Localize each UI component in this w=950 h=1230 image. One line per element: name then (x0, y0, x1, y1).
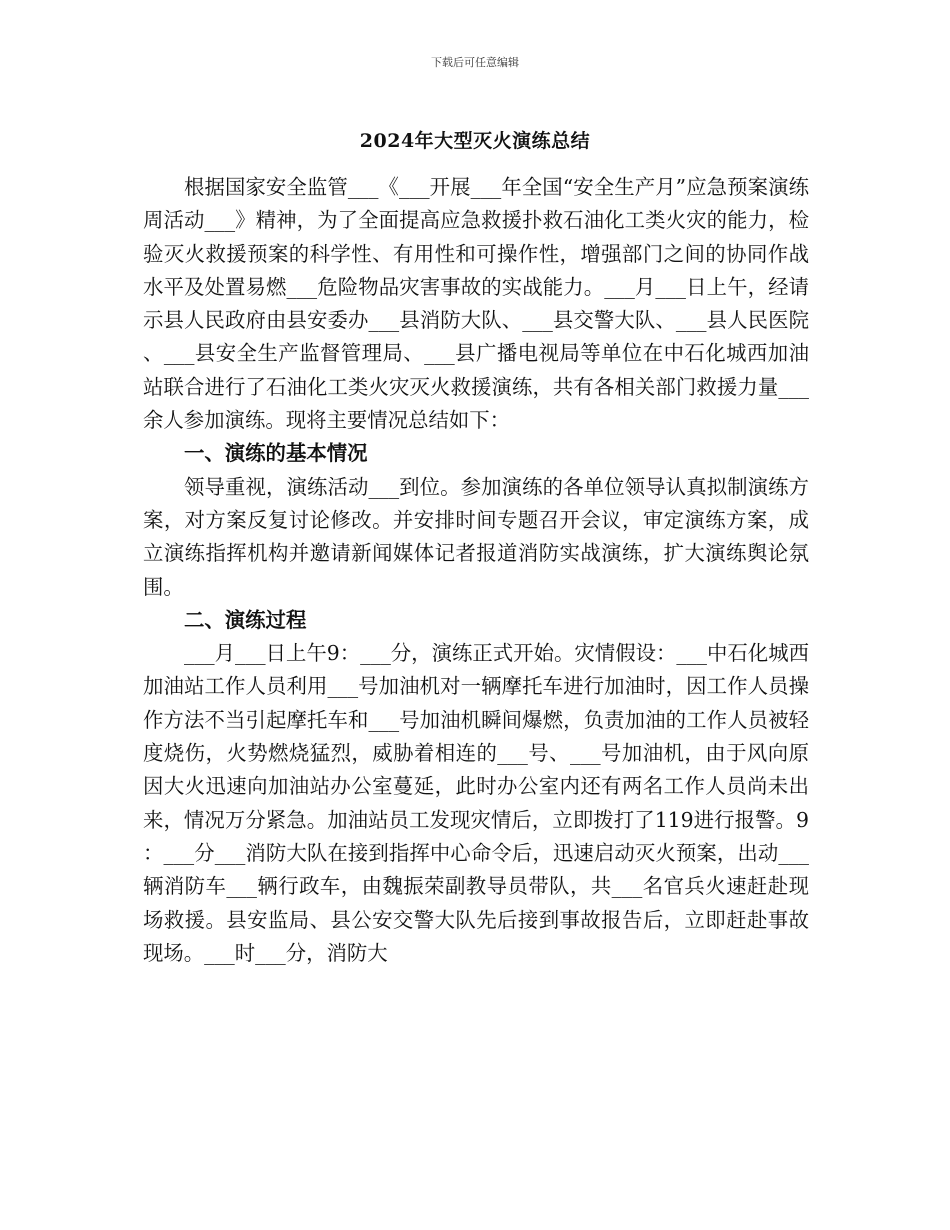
section-heading-drill-process: 二、演练过程 (184, 607, 307, 632)
basic-situation-paragraph: 领导重视，演练活动___到位。参加演练的各单位领导认真拟制演练方案，对方案反复讨论修改。并安排时间专题召开会议，审定演练方案，成立演练指挥机构并邀请新闻媒体记者报道消防实战演练，扩大演练舆论氛围。 (143, 474, 809, 599)
drill-process-paragraph: ___月___日上午9：___分，演练正式开始。灾情假设：___中石化城西加油站工作人员利用___号加油机对一辆摩托车进行加油时，因工作人员操作方法不当引起摩托车和___号加油机瞬间爆燃，负责加油的工作人员被轻度烧伤，火势燃烧猛烈，威胁着相连的___号、___号加油机，由于风向原因大火迅速向加油站办公室蔓延，此时办公室内还有两名工作人员尚未出来，情况万分紧急。加油站员工发现灾情后，立即拨打了119进行报警。9：___分___消防大队在接到指挥中心命令后，迅速启动灭火预案，出动___辆消防车___辆行政车，由魏振荣副教导员带队，共___名官兵火速赶赴现场救援。县安监局、县公安交警大队先后接到事故报告后，立即赶赴事故现场。___时___分，消防大 (143, 641, 809, 965)
section-heading-basic-situation: 一、演练的基本情况 (184, 441, 368, 466)
document-title: 2024年大型灭火演练总结 (359, 130, 591, 152)
header-note: 下载后可任意编辑 (431, 56, 519, 69)
document-body (143, 171, 809, 970)
intro-paragraph: 根据国家安全监管___《___开展___年全国“安全生产月”应急预案演练周活动___》精神，为了全面提高应急救援扑救石油化工类火灾的能力，检验灭火救援预案的科学性、有用性和可操作性，增强部门之间的协同作战水平及处置易燃___危险物品灾害事故的实战能力。___月___日上午，经请示县人民政府由县安委办___县消防大队、___县交警大队、___县人民医院、___县安全生产监督管理局、___县广播电视局等单位在中石化城西加油站联合进行了石油化工类火灾灭火救援演练，共有各相关部门救援力量___余人参加演练。现将主要情况总结如下： (143, 175, 809, 433)
